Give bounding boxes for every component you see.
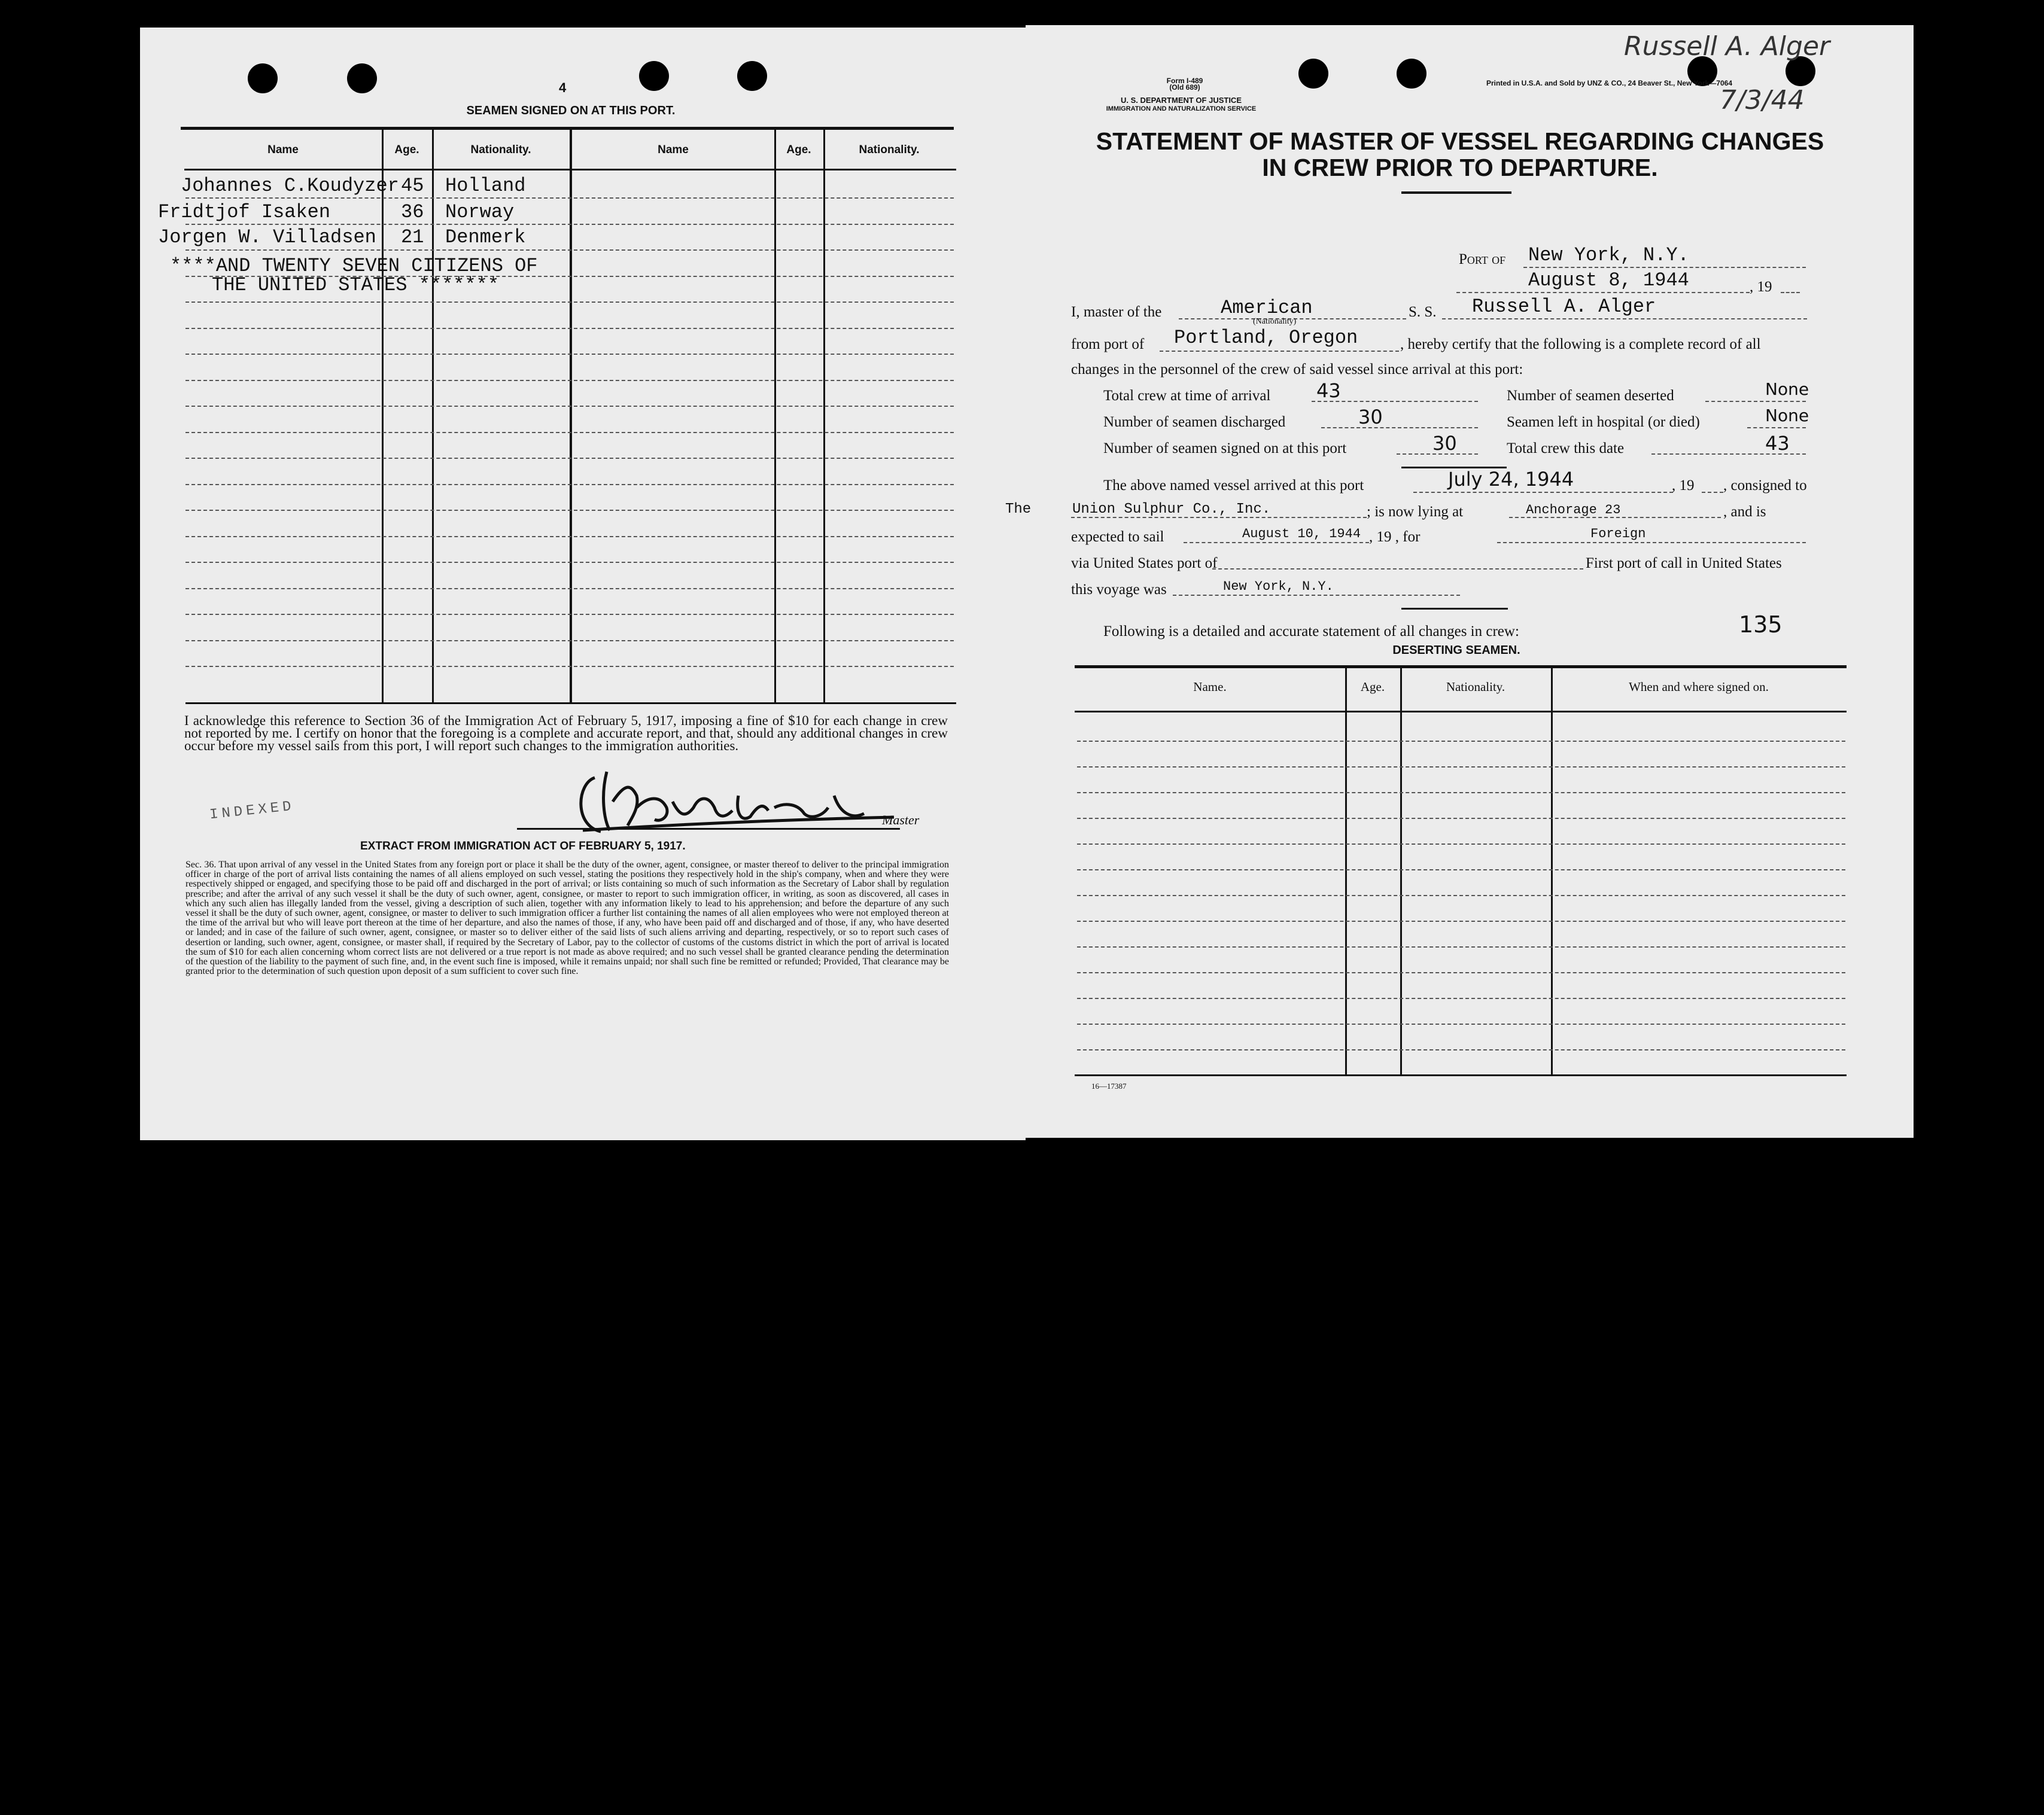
- ruled-line: [1077, 946, 1845, 948]
- extract-title: EXTRACT FROM IMMIGRATION ACT OF FEBRUARY 5, 1917.: [360, 840, 686, 852]
- table-bottom-rule: [1075, 1074, 1847, 1076]
- col-divider: [432, 129, 434, 704]
- ruled-line: [185, 562, 954, 563]
- ruled-line: [185, 354, 954, 355]
- table-header-rule: [1075, 711, 1847, 712]
- column-header: Age.: [1360, 680, 1385, 694]
- col-divider: [1551, 668, 1553, 1074]
- sail-label: expected to sail: [1071, 529, 1164, 545]
- port-label: Port of: [1459, 251, 1506, 267]
- signature-line: [517, 828, 900, 830]
- fill-line: [1184, 542, 1369, 543]
- ruled-line: [1077, 818, 1845, 819]
- fill-line: [1397, 453, 1478, 455]
- crew-name: Johannes C.Koudyzer: [181, 175, 399, 197]
- via-label: via United States port of: [1071, 555, 1218, 571]
- department-name: U. S. DEPARTMENT OF JUSTICE: [1121, 96, 1242, 105]
- discharged-label: Number of seamen discharged: [1103, 414, 1286, 430]
- first-port-label: First port of call in United States: [1586, 555, 1782, 571]
- table-top-rule: [181, 127, 954, 130]
- ruled-line: [1077, 895, 1845, 896]
- ruled-line: [1077, 843, 1845, 845]
- acknowledgement-text: I acknowledge this reference to Section 36 of the Immigration Act of February 5, 1917, imposing a fine of $10 for each change in crew not reported by me. I certify on honor that the foregoing is a complete and accurate report, and that, should any additional changes in crew occur before my vessel sails from this port, I will report such changes to the immigration authorities.: [184, 713, 948, 753]
- master-of-label: I, master of the: [1071, 304, 1162, 320]
- punch-hole: [639, 61, 669, 91]
- col-divider: [774, 129, 776, 704]
- fill-line: [1705, 401, 1806, 402]
- printer-line: Printed in U.S.A. and Sold by UNZ & CO., 24 Beaver St., New York—7064: [1486, 79, 1732, 87]
- ruled-line: [185, 640, 954, 641]
- column-header: Name: [267, 144, 299, 156]
- year-suffix: , 19: [1750, 279, 1772, 295]
- title-underline: [1401, 191, 1511, 194]
- left-page: [140, 28, 1026, 1140]
- crew-nationality: Holland: [445, 175, 526, 197]
- signed-on-label: Number of seamen signed on at this port: [1103, 440, 1347, 456]
- fill-line: [1071, 517, 1367, 518]
- ruled-line: [185, 302, 954, 303]
- arrived-value: July 24, 1944: [1448, 468, 1574, 491]
- sail-date: August 10, 1944: [1242, 526, 1361, 541]
- ruled-line: [1077, 1024, 1845, 1025]
- fill-line: [1442, 318, 1807, 319]
- ruled-line: [1077, 741, 1845, 742]
- handwritten-number: 135: [1739, 611, 1783, 638]
- crew-name: Fridtjof Isaken: [158, 201, 331, 223]
- hospital-label: Seamen left in hospital (or died): [1507, 414, 1700, 430]
- footer-code: 16—17387: [1091, 1082, 1127, 1091]
- for-label: , 19 , for: [1369, 529, 1421, 545]
- ruled-line: [1077, 972, 1845, 973]
- ruled-line: [1077, 766, 1845, 768]
- col-divider: [1345, 668, 1347, 1074]
- consigned-label: , consigned to: [1723, 477, 1807, 494]
- punch-hole: [737, 61, 767, 91]
- master-signature: [571, 760, 906, 843]
- fill-line: [1173, 595, 1460, 596]
- form-number: Form I-489 (Old 689): [1166, 77, 1203, 92]
- total-date-value: 43: [1765, 432, 1790, 455]
- consignee-value: Union Sulphur Co., Inc.: [1072, 501, 1271, 517]
- fill-line: [1321, 427, 1478, 428]
- changes-text: changes in the personnel of the crew of said vessel since arrival at this port:: [1071, 361, 1523, 377]
- crew-age: 36: [401, 201, 424, 223]
- total-arrival-label: Total crew at time of arrival: [1103, 388, 1271, 404]
- fill-line: [1456, 292, 1750, 293]
- fill-line: [1702, 492, 1723, 493]
- total-arrival-value: 43: [1316, 379, 1341, 402]
- column-header: Nationality.: [1446, 680, 1505, 694]
- column-header: Name: [658, 144, 689, 156]
- ruled-line: [185, 510, 954, 511]
- deserted-value: None: [1765, 379, 1809, 399]
- column-header: Age.: [786, 144, 811, 156]
- crew-age: 21: [401, 226, 424, 248]
- fill-line: [1747, 427, 1806, 428]
- voyage-value: New York, N.Y.: [1223, 579, 1334, 594]
- ruled-line: [185, 249, 954, 251]
- form-title: STATEMENT OF MASTER OF VESSEL REGARDING CHANGES IN CREW PRIOR TO DEPARTURE.: [1096, 127, 1824, 181]
- crew-note: THE UNITED STATES *******: [212, 274, 500, 296]
- crew-nationality: Denmerk: [445, 226, 526, 248]
- ss-label: S. S.: [1409, 304, 1437, 320]
- col-divider: [1400, 668, 1402, 1074]
- divider-rule: [1401, 608, 1508, 610]
- handwritten-date: 7/3/44: [1720, 85, 1805, 115]
- fill-line: [1497, 542, 1806, 543]
- from-port-value: Portland, Oregon: [1174, 327, 1358, 349]
- destination-value: Foreign: [1590, 526, 1646, 541]
- column-header: Name.: [1193, 680, 1227, 694]
- handwritten-vessel: Russell A. Alger: [1624, 31, 1830, 62]
- crew-name: Jorgen W. Villadsen: [158, 226, 376, 248]
- column-header: Age.: [394, 144, 419, 156]
- deserting-title: DESERTING SEAMEN.: [1392, 644, 1520, 657]
- ruled-line: [185, 380, 954, 381]
- date-value: August 8, 1944: [1528, 269, 1689, 291]
- ruled-line: [1077, 921, 1845, 922]
- lying-label: ; is now lying at: [1367, 504, 1464, 520]
- fill-line: [1651, 453, 1806, 455]
- nationality-value: American: [1221, 297, 1313, 319]
- fill-line: [1523, 267, 1806, 268]
- ruled-line: [1077, 998, 1845, 999]
- deserted-label: Number of seamen deserted: [1507, 388, 1674, 404]
- section-title: SEAMEN SIGNED ON AT THIS PORT.: [466, 104, 676, 117]
- total-date-label: Total crew this date: [1507, 440, 1625, 456]
- ruled-line: [185, 484, 954, 485]
- punch-hole: [1298, 59, 1328, 89]
- fill-line: [1212, 568, 1583, 570]
- hospital-value: None: [1765, 406, 1809, 425]
- ruled-line: [1077, 1049, 1845, 1050]
- punch-hole: [1397, 59, 1426, 89]
- vessel-name: Russell A. Alger: [1472, 296, 1656, 318]
- right-page: [1005, 25, 1914, 1138]
- crew-note: ****AND TWENTY SEVEN CITIZENS OF: [170, 255, 538, 277]
- section-36-text: Sec. 36. That upon arrival of any vessel in the United States from any foreign port or place it shall be the duty of the owner, agent, consignee, or master thereof to deliver to the principal immigration officer in charge of the port of arrival lists containing the names of all aliens employed on such vessel, stating the positions they respectively hold in the ship's company, when and where they were respectively shipped or engaged, and specifying those to be paid off and discharged in the port of arrival; or lists containing so much of such information as the Secretary of Labor shall by regulation prescribe; and after the arrival of any such vessel it shall be the duty of such owner, agent, consignee, or master to report to such immigration officer, in writing, as soon as discovered, all cases in which any such alien has illegally landed from the vessel, giving a description of such alien, together with any information likely to lead to his apprehension; and before the departure of any such vessel it shall be the duty of such owner, agent, consignee, or master to deliver to such immigration officer a further list containing the names of all alien employees who were not employed thereon at the time of the arrival but who will leave port thereon at the time of her departure, and also the names of those, if any, who have been paid off and discharged and of those, if any, who have deserted or landed; and in case of the failure of such owner, agent, consignee, or master so to deliver either of the said lists of such aliens arriving and departing, respectively, or so to report such cases of desertion or landing, such owner, agent, consignee, or master shall, if required by the Secretary of Labor, pay to the collector of customs of the customs district in which the port of arrival is located the sum of $10 for each alien concerning whom correct lists are not delivered or a true report is not made as above required; and no such vessel shall be granted clearance pending the determination of the question of the liability to the payment of such fine, and, in the event such fine is imposed, while it remains unpaid; nor shall such fine be remitted or refunded; Provided, That clearance may be granted prior to the determination of such question upon deposit of a sum sufficient to cover such fine.: [185, 860, 949, 977]
- punch-hole: [248, 63, 278, 93]
- crew-age: 45: [401, 175, 424, 197]
- fill-line: [1160, 351, 1399, 352]
- table-top-rule: [1075, 665, 1847, 668]
- column-header: Nationality.: [470, 144, 531, 156]
- nationality-caption: (Nationality): [1253, 317, 1297, 326]
- and-is-label: , and is: [1723, 504, 1766, 520]
- from-port-label: from port of: [1071, 336, 1145, 352]
- year-suffix: , 19: [1672, 477, 1695, 494]
- col-divider: [382, 129, 384, 704]
- page-number: 4: [559, 80, 567, 95]
- ruled-line: [185, 224, 954, 225]
- fill-line: [1312, 401, 1478, 402]
- ruled-line: [1077, 792, 1845, 793]
- port-value: New York, N.Y.: [1528, 244, 1689, 266]
- ruled-line: [185, 536, 954, 537]
- fill-line: [1509, 517, 1721, 518]
- discharged-value: 30: [1358, 406, 1383, 428]
- following-label: Following is a detailed and accurate statement of all changes in crew:: [1103, 623, 1519, 639]
- col-divider: [570, 129, 572, 704]
- voyage-label: this voyage was: [1071, 581, 1167, 598]
- lying-value: Anchorage 23: [1526, 503, 1621, 517]
- ruled-line: [185, 614, 954, 615]
- service-name: IMMIGRATION AND NATURALIZATION SERVICE: [1106, 105, 1257, 112]
- ruled-line: [185, 458, 954, 459]
- ruled-line: [185, 406, 954, 407]
- ruled-line: [185, 432, 954, 433]
- consignee-prefix: The: [1005, 501, 1032, 517]
- ruled-line: [185, 588, 954, 589]
- arrived-label: The above named vessel arrived at this port: [1103, 477, 1364, 494]
- punch-hole: [347, 63, 377, 93]
- certify-text: , hereby certify that the following is a complete record of all: [1400, 336, 1761, 352]
- fill-line: [1781, 292, 1800, 293]
- ruled-line: [185, 328, 954, 329]
- signed-on-value: 30: [1432, 432, 1457, 455]
- ruled-line: [185, 666, 954, 667]
- column-header: When and where signed on.: [1629, 680, 1769, 694]
- column-header: Nationality.: [859, 144, 920, 156]
- col-divider: [823, 129, 825, 704]
- crew-nationality: Norway: [445, 201, 515, 223]
- ruled-line: [1077, 869, 1845, 870]
- fill-line: [1413, 492, 1673, 493]
- ruled-line: [185, 197, 954, 199]
- master-label: Master: [882, 812, 920, 827]
- indexed-stamp: INDEXED: [208, 798, 296, 824]
